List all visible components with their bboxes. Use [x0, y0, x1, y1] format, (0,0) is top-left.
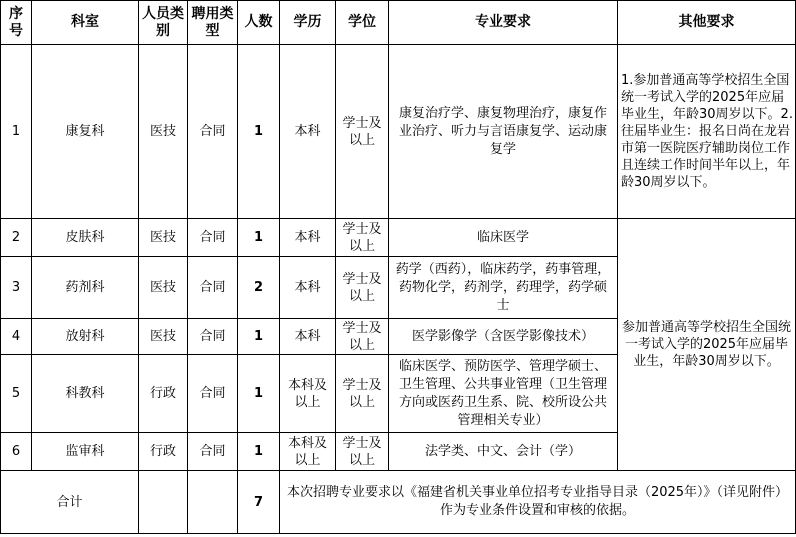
header-dept: 科室	[32, 1, 139, 45]
cell-education: 本科	[280, 319, 336, 355]
cell-staff-type: 医技	[139, 219, 188, 257]
cell-count: 1	[238, 319, 280, 355]
cell-dept: 科教科	[32, 355, 139, 433]
cell-contract-type: 合同	[188, 319, 238, 355]
total-label: 合计	[1, 471, 139, 534]
cell-other-requirements-2to6: 参加普通高等学校招生全国统一考试入学的2025年应届毕业生，年龄30周岁以下。	[618, 219, 796, 471]
cell-education: 本科	[280, 219, 336, 257]
cell-degree: 学士及以上	[336, 433, 389, 471]
cell-staff-type: 医技	[139, 319, 188, 355]
header-contract-type: 聘用类型	[188, 1, 238, 45]
cell-contract-type: 合同	[188, 45, 238, 219]
cell-seq: 2	[1, 219, 32, 257]
cell-dept: 药剂科	[32, 257, 139, 319]
cell-staff-type: 行政	[139, 433, 188, 471]
cell-seq: 4	[1, 319, 32, 355]
header-other: 其他要求	[618, 1, 796, 45]
header-row	[1, 1, 796, 45]
cell-education: 本科及以上	[280, 355, 336, 433]
header-degree: 学位	[336, 1, 389, 45]
header-education: 学历	[280, 1, 336, 45]
cell-contract-type: 合同	[188, 219, 238, 257]
table-row	[1, 45, 796, 219]
cell-education: 本科及以上	[280, 433, 336, 471]
cell-count: 2	[238, 257, 280, 319]
total-empty-staff-type	[139, 471, 188, 534]
cell-major: 临床医学、预防医学、管理学硕士、卫生管理、公共事业管理（卫生管理方向或医药卫生系、院、校所设公共管理相关专业）	[389, 355, 618, 433]
cell-degree: 学士及以上	[336, 355, 389, 433]
cell-seq: 6	[1, 433, 32, 471]
total-count: 7	[238, 471, 280, 534]
cell-degree: 学士及以上	[336, 319, 389, 355]
cell-major: 法学类、中文、会计（学）	[389, 433, 618, 471]
cell-staff-type: 医技	[139, 45, 188, 219]
cell-contract-type: 合同	[188, 257, 238, 319]
cell-seq: 3	[1, 257, 32, 319]
cell-count: 1	[238, 219, 280, 257]
cell-contract-type: 合同	[188, 433, 238, 471]
cell-dept: 康复科	[32, 45, 139, 219]
cell-staff-type: 医技	[139, 257, 188, 319]
cell-major: 临床医学	[389, 219, 618, 257]
cell-other-requirements-1: 1.参加普通高等学校招生全国统一考试入学的2025年应届毕业生，年龄30周岁以下。2.往届毕业生：报名日尚在龙岩市第一医院医疗辅助岗位工作且连续工作时间半年以上，年龄30周岁以下。	[618, 45, 796, 219]
total-empty-contract-type	[188, 471, 238, 534]
cell-count: 1	[238, 45, 280, 219]
cell-education: 本科	[280, 257, 336, 319]
cell-count: 1	[238, 355, 280, 433]
cell-dept: 放射科	[32, 319, 139, 355]
cell-staff-type: 行政	[139, 355, 188, 433]
header-staff-type: 人员类别	[139, 1, 188, 45]
total-note: 本次招聘专业要求以《福建省机关事业单位招考专业指导目录（2025年）》（详见附件）作为专业条件设置和审核的依据。	[280, 471, 796, 534]
cell-dept: 监审科	[32, 433, 139, 471]
cell-contract-type: 合同	[188, 355, 238, 433]
table-row	[1, 219, 796, 257]
cell-degree: 学士及以上	[336, 219, 389, 257]
cell-degree: 学士及以上	[336, 45, 389, 219]
header-major: 专业要求	[389, 1, 618, 45]
cell-major: 康复治疗学、康复物理治疗，康复作业治疗、听力与言语康复学、运动康复学	[389, 45, 618, 219]
cell-seq: 1	[1, 45, 32, 219]
cell-education: 本科	[280, 45, 336, 219]
cell-dept: 皮肤科	[32, 219, 139, 257]
header-count: 人数	[238, 1, 280, 45]
total-row	[1, 471, 796, 534]
cell-major: 药学（西药），临床药学，药事管理，药物化学，药剂学，药理学，药学硕士	[389, 257, 618, 319]
cell-degree: 学士及以上	[336, 257, 389, 319]
cell-count: 1	[238, 433, 280, 471]
cell-seq: 5	[1, 355, 32, 433]
header-seq: 序号	[1, 1, 32, 45]
cell-major: 医学影像学（含医学影像技术）	[389, 319, 618, 355]
